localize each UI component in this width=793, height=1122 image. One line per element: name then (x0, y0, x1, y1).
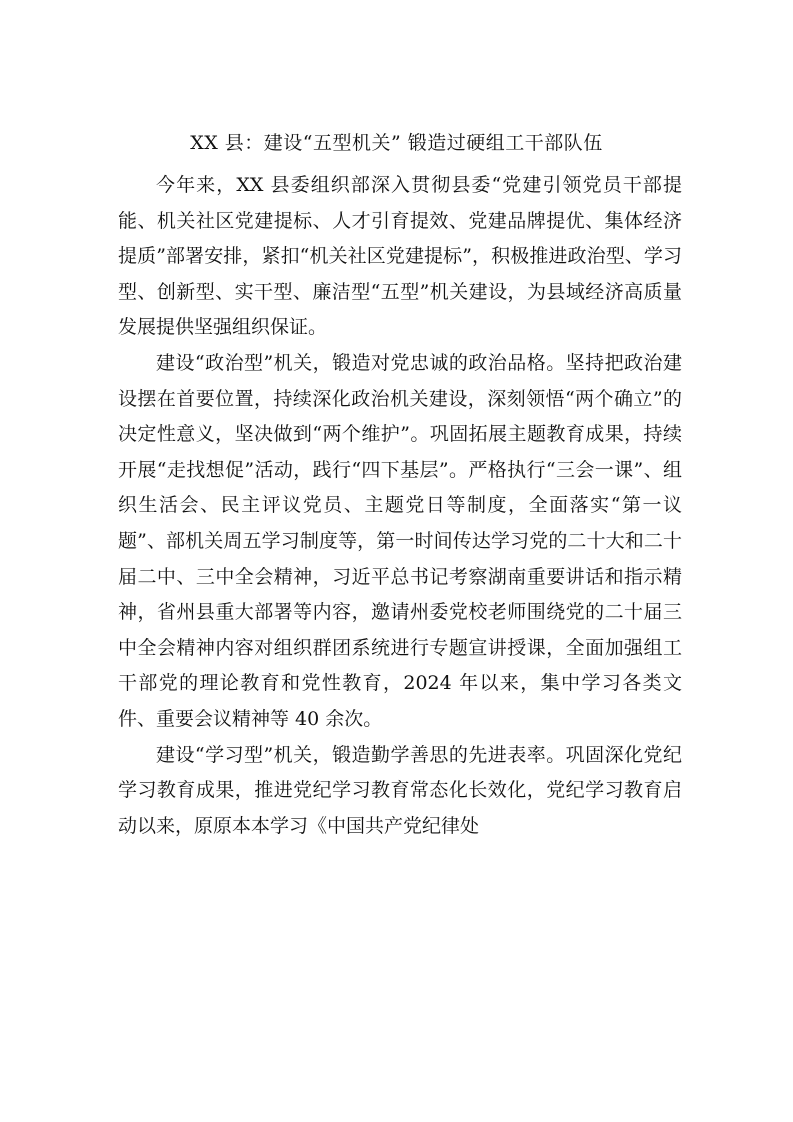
paragraph-intro: 今年来，XX 县委组织部深入贯彻县委“党建引领党员干部提能、机关社区党建提标、人才引育提效、党建品牌提优、集体经济提质”部署安排，紧扣“机关社区党建提标”，积极推进政治型、学习型、创新型、实干型、廉洁型“五型”机关建设，为县域经济高质量发展提供坚强组织保证。 (118, 174, 682, 339)
document-title: XX 县：建设“五型机关” 锻造过硬组工干部队伍 (190, 132, 603, 154)
paragraph-political: 建设“政治型”机关，锻造对党忠诚的政治品格。坚持把政治建设摆在首要位置，持续深化政治机关建设，深刻领悟“两个确立”的决定性意义，坚决做到“两个维护”。巩固拓展主题教育成果，持续开展“走找想促”活动，践行“四下基层”。严格执行“三会一课”、组织生活会、民主评议党员、主题党日等制度，全面落实“第一议题”、部机关周五学习制度等，第一时间传达学习党的二十大和二十届二中、三中全会精神，习近平总书记考察湖南重要讲话和指示精神，省州县重大部署等内容，邀请州委党校老师围绕党的二十届三中全会精神内容对组织群团系统进行专题宣讲授课，全面加强组工干部党的理论教育和党性教育，2024 年以来，集中学习各类文件、重要会议精神等 40 余次。 (118, 351, 682, 730)
document-body (118, 168, 682, 844)
paragraph-learning: 建设“学习型”机关，锻造勤学善思的先进表率。巩固深化党纪学习教育成果，推进党纪学习教育常态化长效化，党纪学习教育启动以来，原原本本学习《中国共产党纪律处 (118, 743, 682, 837)
